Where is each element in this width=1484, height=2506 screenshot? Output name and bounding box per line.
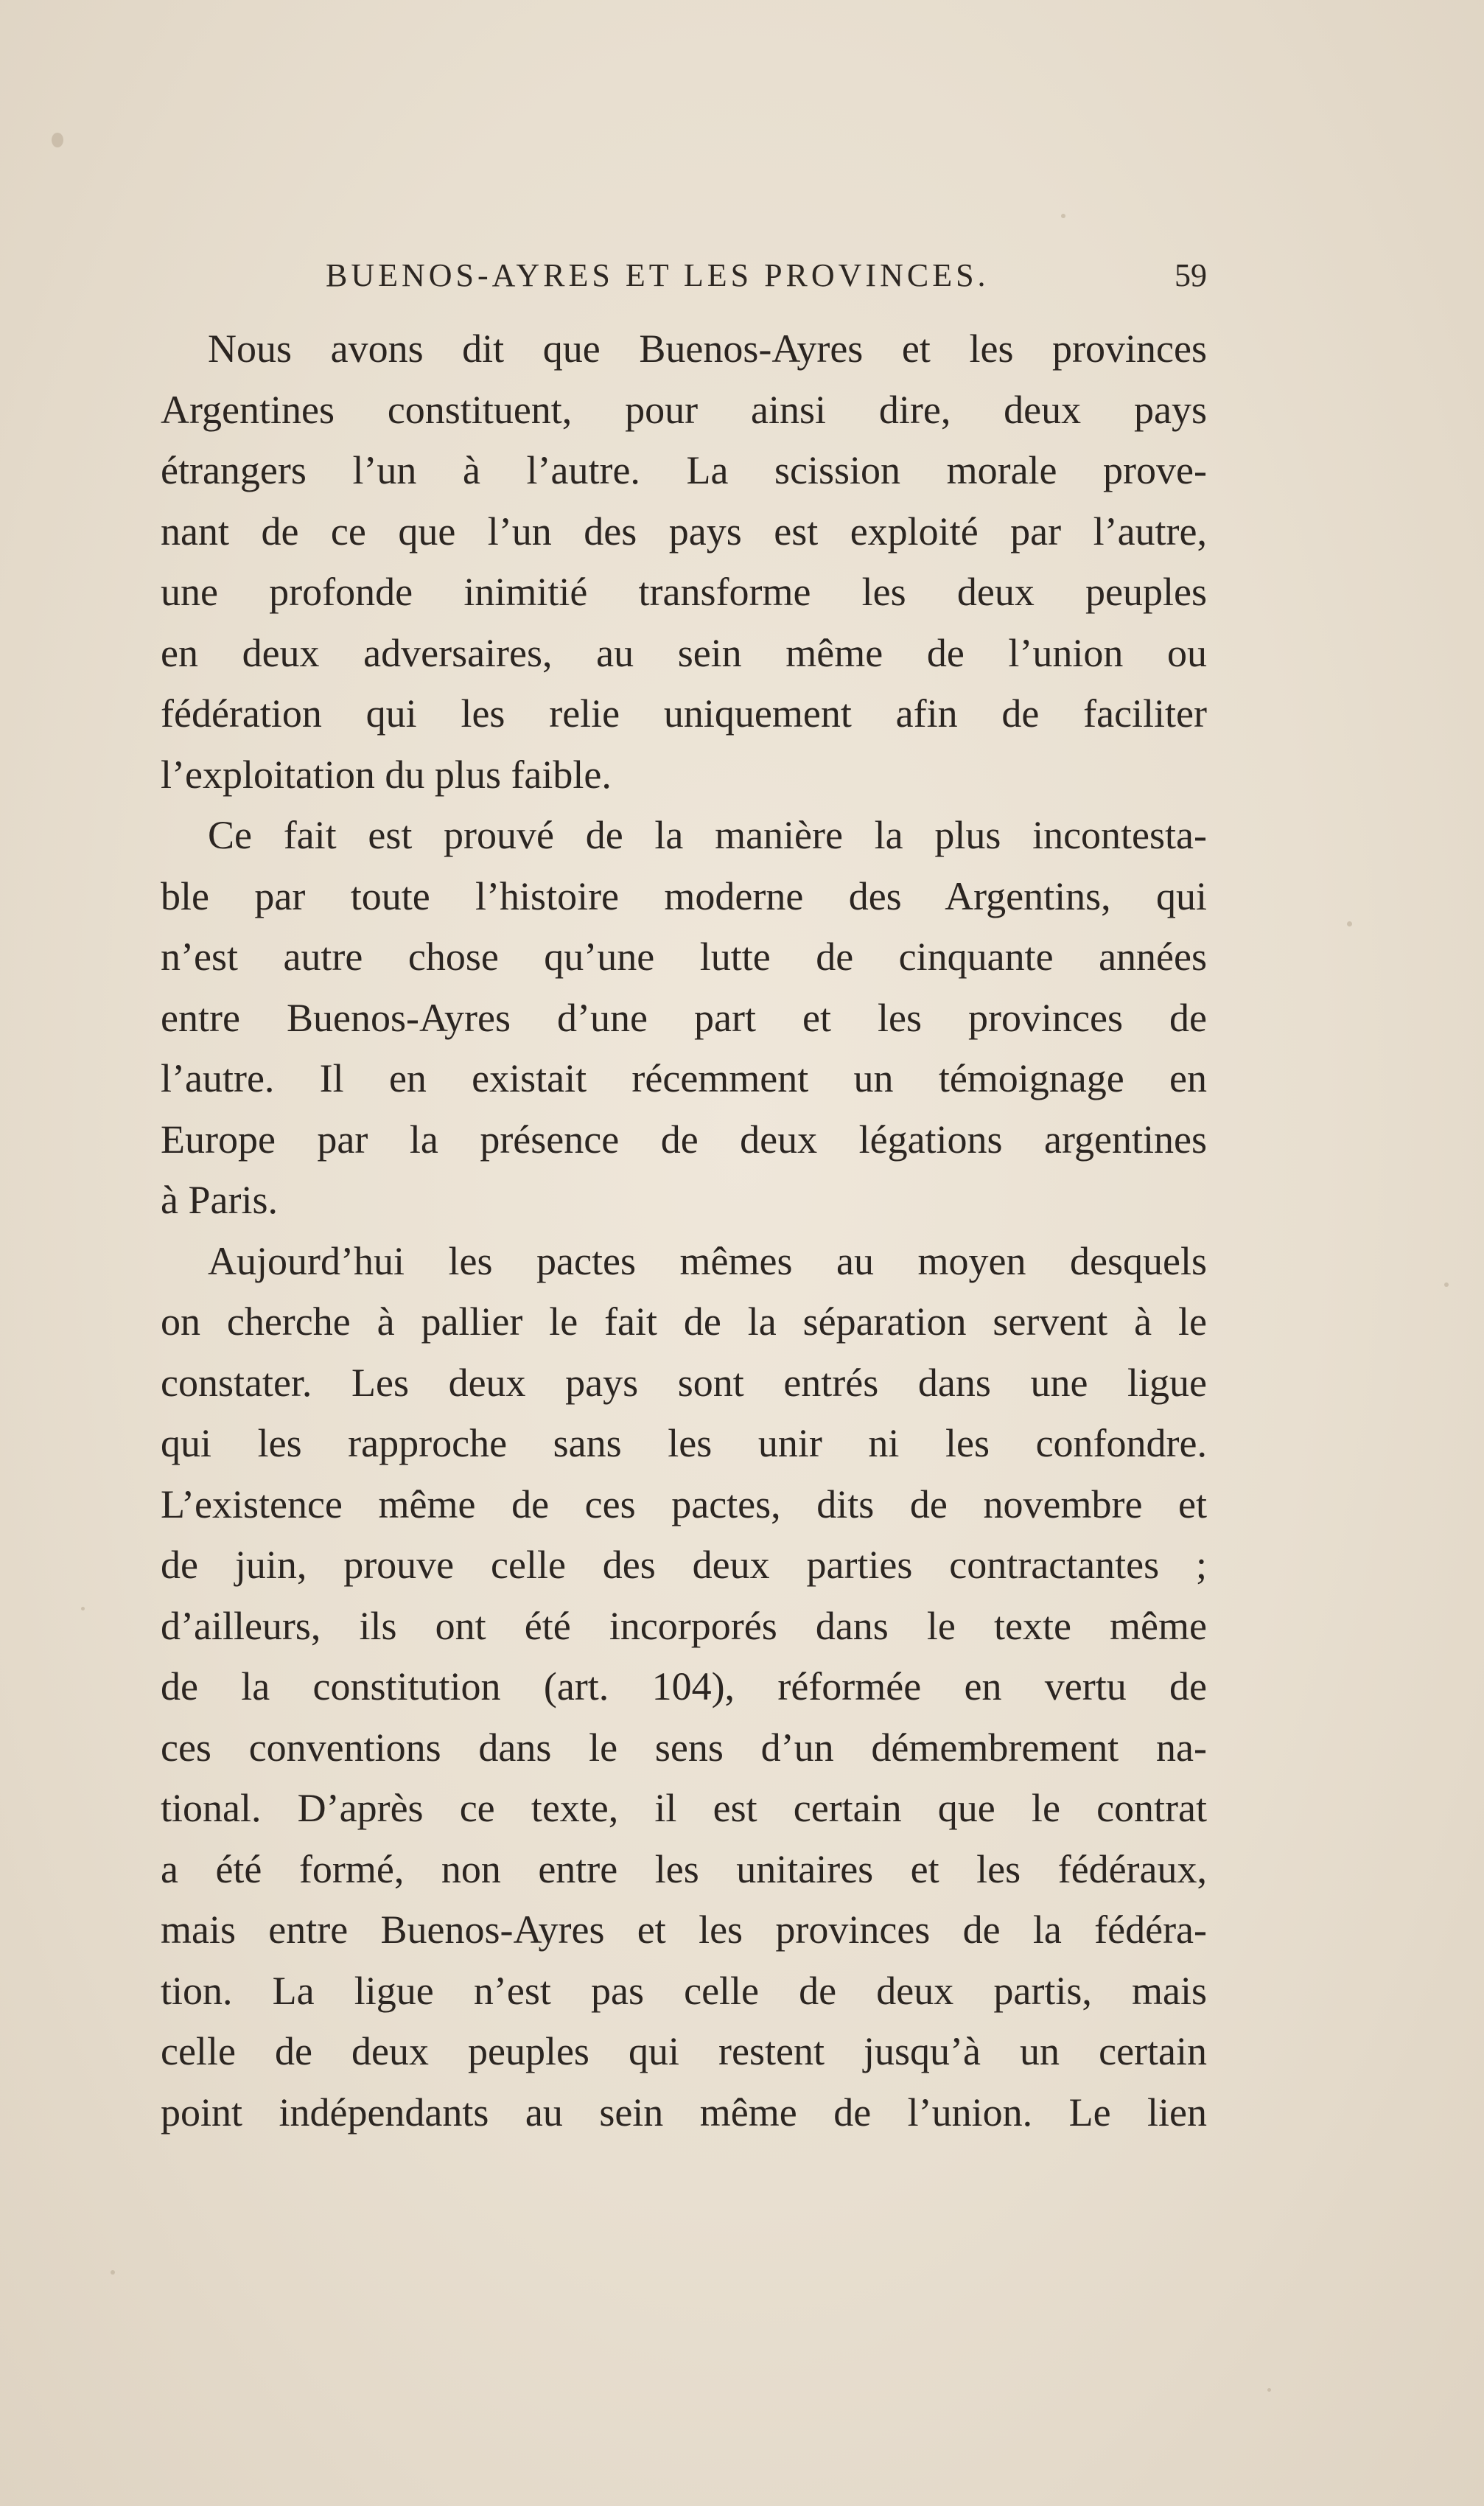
text-line: entre Buenos-Ayres d’une part et les provinces de [161,995,1207,1040]
paper-speck [52,133,63,147]
text-line: l’exploitation du plus faible. [161,752,612,797]
text-line: en deux adversaires, au sein même de l’union ou [161,630,1207,675]
text-line: ces conventions dans le sens d’un démembrement na- [161,1725,1207,1770]
text-line: tional. D’après ce texte, il est certain que le contrat [161,1786,1207,1830]
text-line: Argentines constituent, pour ainsi dire, deux pays [161,387,1207,432]
paper-speck [1061,214,1065,218]
text-line: celle de deux peuples qui restent jusqu’à un certain [161,2029,1207,2073]
text-line: ble par toute l’histoire moderne des Argentins, qui [161,873,1207,918]
text-line: de juin, prouve celle des deux parties contractantes ; [161,1543,1207,1587]
paper-speck [1347,921,1352,926]
text-line: L’existence même de ces pactes, dits de novembre et [161,1481,1207,1526]
page-number: 59 [1175,257,1207,293]
paragraph [161,805,1207,1231]
text-line: nant de ce que l’un des pays est exploité par l’autre, [161,509,1207,554]
text-line: on cherche à pallier le fait de la séparation servent à le [161,1299,1207,1344]
text-line: Nous avons dit que Buenos-Ayres et les provinces [208,327,1207,371]
text-line: qui les rapproche sans les unir ni les confondre. [161,1421,1207,1465]
paper-speck [111,2270,115,2275]
text-line: tion. La ligue n’est pas celle de deux partis, mais [161,1968,1207,2013]
text-line: étrangers l’un à l’autre. La scission morale prove- [161,448,1207,492]
text-line: fédération qui les relie uniquement afin de faciliter [161,691,1207,736]
text-line: Europe par la présence de deux légations argentines [161,1117,1207,1162]
text-line: n’est autre chose qu’une lutte de cinquante années [161,935,1207,979]
text-line: Ce fait est prouvé de la manière la plus incontesta- [208,813,1207,857]
text-line: une profonde inimitié transforme les deux peuples [161,570,1207,614]
paper-speck [1444,1282,1449,1287]
text-line: Aujourd’hui les pactes mêmes au moyen desquels [208,1238,1207,1283]
text-line: mais entre Buenos-Ayres et les provinces de la fédéra- [161,1908,1207,1952]
paper-speck [81,1607,85,1610]
text-line: à Paris. [161,1178,278,1222]
running-title: BUENOS-AYRES ET LES PROVINCES. [326,257,990,293]
paragraph [161,318,1207,805]
text-line: d’ailleurs, ils ont été incorporés dans le texte même [161,1603,1207,1648]
text-line: l’autre. Il en existait récemment un témoignage en [161,1056,1207,1100]
text-line: point indépendants au sein même de l’union. Le lien [161,2090,1207,2135]
text-line: constater. Les deux pays sont entrés dans une ligue [161,1360,1207,1405]
running-head [161,256,1207,308]
paragraph [161,1231,1207,2143]
text-line: de la constitution (art. 104), réformée en vertu de [161,1664,1207,1709]
text-line: a été formé, non entre les unitaires et les fédéraux, [161,1846,1207,1891]
paper-speck [1267,2388,1271,2392]
body-text [161,318,1207,2143]
